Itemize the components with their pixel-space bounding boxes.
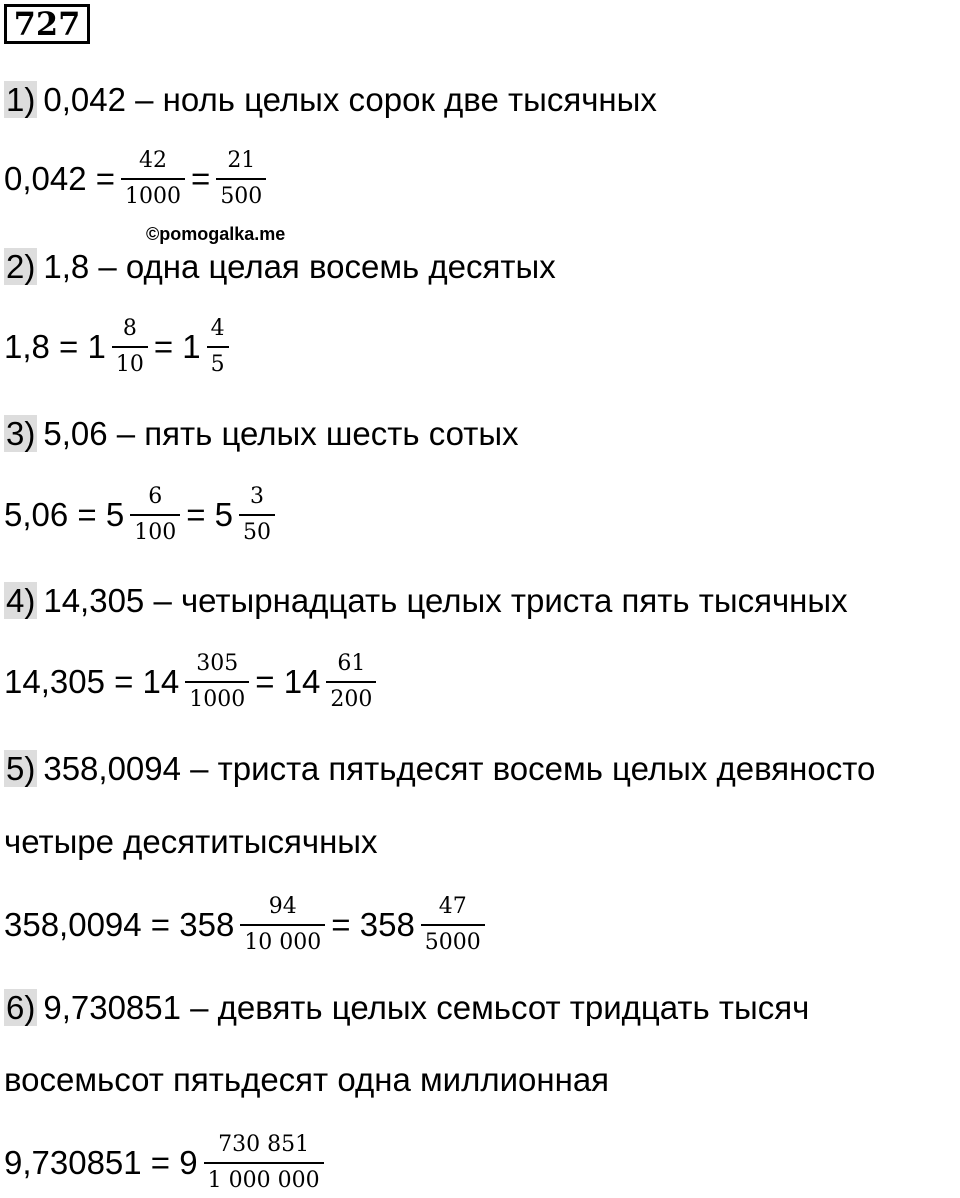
item-5-text: 358,0094 – триста пятьдесят восемь целых девяносто [43, 750, 876, 787]
numerator: 730 851 [218, 1132, 310, 1157]
item-6-lhs: 9,730851 = 9 [4, 1144, 198, 1181]
item-2-label: 2) [6, 248, 36, 285]
item-6-equation [4, 1132, 330, 1194]
denominator: 50 [239, 514, 275, 546]
item-3-lhs: 5,06 = 5 [4, 496, 125, 533]
item-3-label: 3) [6, 415, 36, 452]
item-1-fraction-2 [216, 148, 266, 210]
item-6-text: 9,730851 – девять целых семьсот тридцать тысяч [43, 989, 810, 1026]
item-3-fraction-1 [130, 484, 180, 546]
item-4-fraction-2 [326, 651, 376, 713]
item-5-lhs: 358,0094 = 358 [4, 906, 235, 943]
item-4-statement [4, 581, 848, 621]
numerator: 21 [227, 148, 256, 173]
item-1-equation [4, 148, 272, 210]
item-1-lhs: 0,042 = [4, 160, 116, 197]
item-3-text: 5,06 – пять целых шесть сотых [43, 415, 519, 452]
denominator: 500 [216, 178, 266, 210]
denominator: 200 [326, 681, 376, 713]
item-5-label: 5) [6, 750, 36, 787]
item-1-statement [4, 80, 657, 120]
item-3-mid: = 5 [186, 496, 233, 533]
item-5-statement-continued: четыре десятитысячных [4, 823, 378, 860]
denominator: 1000 [185, 681, 249, 713]
denominator: 1000 [121, 178, 185, 210]
item-2-fraction-1 [112, 316, 148, 378]
item-5-fraction-2 [421, 894, 485, 956]
item-6-statement-continued: восемьсот пятьдесят одна миллионная [4, 1061, 610, 1098]
numerator: 8 [122, 316, 137, 341]
item-3-fraction-2 [239, 484, 275, 546]
item-4-text: 14,305 – четырнадцать целых триста пять тысячных [43, 582, 848, 619]
denominator: 5 [207, 346, 229, 378]
item-2-lhs: 1,8 = 1 [4, 328, 106, 365]
numerator: 61 [337, 651, 366, 676]
item-5-statement [4, 749, 875, 789]
numerator: 47 [438, 894, 467, 919]
numerator: 94 [268, 894, 297, 919]
denominator: 10 000 [240, 924, 325, 956]
item-6-fraction-1 [204, 1132, 324, 1194]
numerator: 305 [196, 651, 239, 676]
denominator: 1 000 000 [204, 1162, 324, 1194]
task-number: 727 [13, 5, 81, 43]
item-1-fraction-1 [121, 148, 185, 210]
item-2-statement [4, 247, 556, 287]
numerator: 6 [148, 484, 163, 509]
item-2-text: 1,8 – одна целая восемь десятых [43, 248, 556, 285]
item-2-equation [4, 316, 235, 378]
watermark: ©pomogalka.me [146, 224, 286, 244]
item-6-statement [4, 988, 809, 1028]
item-5-fraction-1 [240, 894, 325, 956]
item-5-equation [4, 894, 491, 956]
item-6-label: 6) [6, 989, 36, 1026]
item-5-mid: = 358 [331, 906, 415, 943]
numerator: 3 [250, 484, 264, 509]
item-1-mid: = [191, 160, 211, 197]
item-4-mid: = 14 [255, 663, 321, 700]
item-3-equation [4, 484, 281, 546]
item-4-label: 4) [6, 582, 36, 619]
item-1-label: 1) [6, 81, 36, 118]
denominator: 100 [130, 514, 180, 546]
numerator: 42 [139, 148, 168, 173]
item-1-text: 0,042 – ноль целых сорок две тысячных [43, 81, 657, 118]
item-4-fraction-1 [185, 651, 249, 713]
item-2-fraction-2 [207, 316, 229, 378]
item-3-statement [4, 414, 519, 454]
denominator: 10 [112, 346, 148, 378]
denominator: 5000 [421, 924, 485, 956]
item-4-lhs: 14,305 = 14 [4, 663, 180, 700]
item-4-equation [4, 651, 382, 713]
numerator: 4 [210, 316, 225, 341]
item-2-mid: = 1 [153, 328, 201, 365]
task-number-box [4, 4, 90, 44]
